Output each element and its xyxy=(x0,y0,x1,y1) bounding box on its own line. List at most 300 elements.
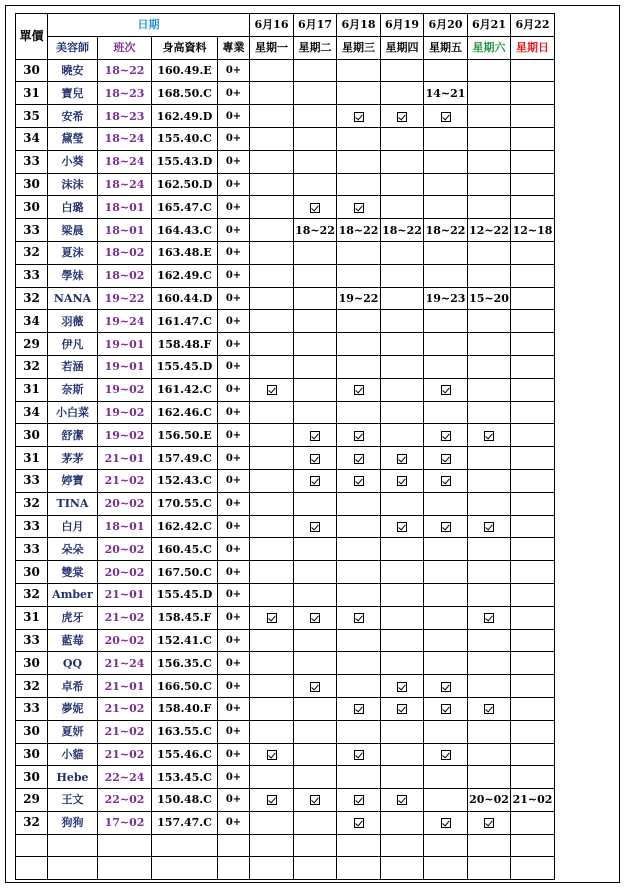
date-header: 日期 xyxy=(48,14,250,37)
beautician-name: Amber xyxy=(48,583,98,606)
day-checkbox-cell xyxy=(381,515,424,538)
price-cell: 30 xyxy=(16,424,48,447)
specialty-cell: 0+ xyxy=(218,424,250,447)
day-cell xyxy=(511,538,555,561)
day-checkbox-cell xyxy=(294,424,337,447)
checkbox-checked-icon xyxy=(397,795,407,805)
body-data-cell: 163.55.C xyxy=(152,720,218,743)
table-row xyxy=(16,766,555,789)
price-cell: 30 xyxy=(16,652,48,675)
day-checkbox-cell xyxy=(337,469,381,492)
specialty-cell: 0+ xyxy=(218,241,250,264)
day-cell xyxy=(294,287,337,310)
shift-cell xyxy=(98,834,152,857)
day-cell xyxy=(337,401,381,424)
body-data-cell: 161.47.C xyxy=(152,310,218,333)
day-cell xyxy=(294,492,337,515)
day-cell xyxy=(381,652,424,675)
day-cell xyxy=(381,834,424,857)
day-cell xyxy=(337,857,381,880)
beautician-name: 羽薇 xyxy=(48,310,98,333)
specialty-cell: 0+ xyxy=(218,333,250,356)
table-row xyxy=(16,241,555,264)
shift-cell: 19~02 xyxy=(98,424,152,447)
beautician-name: 奈斯 xyxy=(48,378,98,401)
day-cell xyxy=(294,127,337,150)
day-cell: 18~22 xyxy=(381,219,424,242)
shift-cell: 20~02 xyxy=(98,561,152,584)
shift-cell: 18~22 xyxy=(98,59,152,82)
shift-cell: 19~02 xyxy=(98,378,152,401)
day-cell xyxy=(294,629,337,652)
checkbox-checked-icon xyxy=(484,613,494,623)
beautician-name: 寶兒 xyxy=(48,82,98,105)
beautician-name: 王文 xyxy=(48,789,98,812)
checkbox-checked-icon xyxy=(354,385,364,395)
specialty-cell: 0+ xyxy=(218,447,250,470)
day-cell xyxy=(337,150,381,173)
day-cell xyxy=(424,127,468,150)
body-data-cell: 167.50.C xyxy=(152,561,218,584)
day-cell xyxy=(250,720,294,743)
specialty-cell: 0+ xyxy=(218,127,250,150)
checkbox-checked-icon xyxy=(441,112,451,122)
specialty-cell: 0+ xyxy=(218,766,250,789)
day-cell xyxy=(468,401,511,424)
beautician-name: 白璐 xyxy=(48,196,98,219)
day-cell xyxy=(381,538,424,561)
shift-cell: 17~02 xyxy=(98,811,152,834)
beautician-name: 若涵 xyxy=(48,355,98,378)
day-cell xyxy=(424,583,468,606)
day-cell xyxy=(250,492,294,515)
day-cell xyxy=(468,492,511,515)
checkbox-checked-icon xyxy=(310,613,320,623)
price-cell: 32 xyxy=(16,492,48,515)
day-cell xyxy=(250,333,294,356)
day-cell xyxy=(424,538,468,561)
day-checkbox-cell xyxy=(381,697,424,720)
table-row xyxy=(16,606,555,629)
body-data-cell: 156.50.E xyxy=(152,424,218,447)
checkbox-checked-icon xyxy=(397,522,407,532)
day-cell xyxy=(511,150,555,173)
header-row-dates xyxy=(16,14,555,37)
day-cell xyxy=(250,538,294,561)
day-checkbox-cell xyxy=(381,675,424,698)
shift-cell: 18~02 xyxy=(98,241,152,264)
price-cell: 30 xyxy=(16,59,48,82)
day-cell xyxy=(250,310,294,333)
price-cell: 31 xyxy=(16,378,48,401)
table-row xyxy=(16,538,555,561)
table-row xyxy=(16,401,555,424)
body-data-cell: 162.49.C xyxy=(152,264,218,287)
day-cell xyxy=(337,652,381,675)
table-row xyxy=(16,127,555,150)
day-cell xyxy=(250,241,294,264)
body-data-cell: 166.50.C xyxy=(152,675,218,698)
body-data-cell: 156.35.C xyxy=(152,652,218,675)
day-cell xyxy=(294,766,337,789)
day-cell xyxy=(511,561,555,584)
beautician-header: 美容師 xyxy=(48,36,98,59)
day-cell xyxy=(294,561,337,584)
day-cell xyxy=(250,219,294,242)
weekday-header: 星期三 xyxy=(337,36,381,59)
shift-cell: 21~02 xyxy=(98,743,152,766)
day-cell: 19~23 xyxy=(424,287,468,310)
day-cell xyxy=(468,355,511,378)
shift-cell: 20~02 xyxy=(98,538,152,561)
specialty-cell: 0+ xyxy=(218,310,250,333)
price-cell: 31 xyxy=(16,606,48,629)
beautician-name xyxy=(48,834,98,857)
table-row xyxy=(16,652,555,675)
body-data-cell: 153.45.C xyxy=(152,766,218,789)
checkbox-checked-icon xyxy=(354,203,364,213)
day-checkbox-cell xyxy=(424,697,468,720)
beautician-name: Hebe xyxy=(48,766,98,789)
table-row xyxy=(16,424,555,447)
day-cell xyxy=(468,766,511,789)
day-cell xyxy=(250,515,294,538)
day-cell xyxy=(468,675,511,698)
day-cell xyxy=(381,583,424,606)
body-data-cell: 162.46.C xyxy=(152,401,218,424)
date-col-header: 6月21 xyxy=(468,14,511,37)
day-cell xyxy=(511,766,555,789)
day-cell xyxy=(468,743,511,766)
day-cell xyxy=(294,105,337,128)
day-checkbox-cell xyxy=(294,606,337,629)
checkbox-checked-icon xyxy=(354,476,364,486)
beautician-name: 舒潔 xyxy=(48,424,98,447)
day-checkbox-cell xyxy=(468,697,511,720)
body-data-cell: 160.49.E xyxy=(152,59,218,82)
day-cell xyxy=(381,401,424,424)
day-cell xyxy=(337,492,381,515)
body-data-cell: 155.46.C xyxy=(152,743,218,766)
day-cell: 18~22 xyxy=(337,219,381,242)
day-cell xyxy=(294,241,337,264)
body-data-cell: 158.45.F xyxy=(152,606,218,629)
day-cell xyxy=(337,310,381,333)
weekday-header: 星期五 xyxy=(424,36,468,59)
table-row xyxy=(16,173,555,196)
day-cell xyxy=(250,652,294,675)
beautician-name: 藍莓 xyxy=(48,629,98,652)
table-row xyxy=(16,378,555,401)
specialty-cell: 0+ xyxy=(218,561,250,584)
day-cell xyxy=(468,333,511,356)
specialty-cell: 0+ xyxy=(218,538,250,561)
shift-cell: 18~01 xyxy=(98,219,152,242)
weekday-header: 星期一 xyxy=(250,36,294,59)
shift-cell: 21~02 xyxy=(98,697,152,720)
day-cell xyxy=(337,82,381,105)
day-checkbox-cell xyxy=(337,789,381,812)
body-data-cell: 155.45.D xyxy=(152,355,218,378)
checkbox-checked-icon xyxy=(354,431,364,441)
specialty-header: 專業 xyxy=(218,36,250,59)
checkbox-checked-icon xyxy=(397,682,407,692)
day-checkbox-cell xyxy=(424,424,468,447)
date-col-header: 6月16 xyxy=(250,14,294,37)
day-cell xyxy=(250,105,294,128)
date-col-header: 6月20 xyxy=(424,14,468,37)
day-cell xyxy=(250,629,294,652)
specialty-cell: 0+ xyxy=(218,264,250,287)
checkbox-checked-icon xyxy=(354,112,364,122)
day-cell xyxy=(381,378,424,401)
shift-cell: 21~02 xyxy=(98,720,152,743)
table-row xyxy=(16,105,555,128)
day-cell xyxy=(294,82,337,105)
specialty-cell: 0+ xyxy=(218,173,250,196)
day-cell xyxy=(511,287,555,310)
day-cell xyxy=(381,606,424,629)
day-cell xyxy=(294,811,337,834)
day-cell xyxy=(250,196,294,219)
day-cell xyxy=(511,469,555,492)
day-cell xyxy=(250,287,294,310)
day-cell xyxy=(337,127,381,150)
specialty-cell: 0+ xyxy=(218,697,250,720)
table-row xyxy=(16,743,555,766)
table-row xyxy=(16,697,555,720)
day-checkbox-cell xyxy=(424,675,468,698)
checkbox-checked-icon xyxy=(441,454,451,464)
price-cell: 33 xyxy=(16,150,48,173)
table-row xyxy=(16,469,555,492)
checkbox-checked-icon xyxy=(441,682,451,692)
shift-cell: 18~24 xyxy=(98,150,152,173)
table-row xyxy=(16,834,555,857)
day-cell xyxy=(294,264,337,287)
body-data-cell xyxy=(152,857,218,880)
day-cell: 12~18 xyxy=(511,219,555,242)
day-cell xyxy=(250,355,294,378)
day-cell xyxy=(511,333,555,356)
day-cell xyxy=(250,675,294,698)
day-cell xyxy=(294,857,337,880)
day-cell xyxy=(381,766,424,789)
day-cell xyxy=(337,515,381,538)
day-cell xyxy=(381,150,424,173)
price-cell: 32 xyxy=(16,241,48,264)
day-cell xyxy=(511,82,555,105)
shift-cell xyxy=(98,857,152,880)
beautician-name: 朵朵 xyxy=(48,538,98,561)
price-cell: 29 xyxy=(16,789,48,812)
specialty-cell: 0+ xyxy=(218,492,250,515)
day-cell xyxy=(424,150,468,173)
day-cell xyxy=(250,424,294,447)
day-cell xyxy=(381,287,424,310)
day-cell xyxy=(381,355,424,378)
checkbox-checked-icon xyxy=(354,818,364,828)
checkbox-checked-icon xyxy=(441,431,451,441)
day-cell xyxy=(294,583,337,606)
day-cell xyxy=(250,447,294,470)
day-cell: 19~22 xyxy=(337,287,381,310)
checkbox-checked-icon xyxy=(441,750,451,760)
day-cell xyxy=(294,401,337,424)
day-cell xyxy=(294,333,337,356)
body-data-cell: 158.40.F xyxy=(152,697,218,720)
day-cell xyxy=(250,59,294,82)
shift-cell: 18~01 xyxy=(98,515,152,538)
price-cell: 29 xyxy=(16,333,48,356)
day-cell xyxy=(468,538,511,561)
day-cell xyxy=(424,857,468,880)
day-cell xyxy=(511,606,555,629)
day-cell xyxy=(294,378,337,401)
day-cell xyxy=(511,378,555,401)
beautician-name: 雙棠 xyxy=(48,561,98,584)
day-cell xyxy=(337,629,381,652)
table-row xyxy=(16,857,555,880)
day-cell xyxy=(468,378,511,401)
beautician-name: 虎牙 xyxy=(48,606,98,629)
body-data-cell: 162.50.D xyxy=(152,173,218,196)
price-cell: 32 xyxy=(16,583,48,606)
beautician-name: NANA xyxy=(48,287,98,310)
day-checkbox-cell xyxy=(424,743,468,766)
day-cell xyxy=(381,720,424,743)
checkbox-checked-icon xyxy=(267,613,277,623)
beautician-name: 小貓 xyxy=(48,743,98,766)
day-cell xyxy=(424,834,468,857)
day-cell xyxy=(468,561,511,584)
shift-cell: 19~24 xyxy=(98,310,152,333)
day-cell xyxy=(511,310,555,333)
date-col-header: 6月18 xyxy=(337,14,381,37)
price-cell: 33 xyxy=(16,538,48,561)
day-checkbox-cell xyxy=(381,105,424,128)
specialty-cell: 0+ xyxy=(218,583,250,606)
shift-cell: 18~24 xyxy=(98,127,152,150)
day-checkbox-cell xyxy=(250,606,294,629)
body-data-header: 身高資料 xyxy=(152,36,218,59)
price-cell: 33 xyxy=(16,697,48,720)
day-cell xyxy=(511,355,555,378)
day-checkbox-cell xyxy=(424,515,468,538)
day-checkbox-cell xyxy=(424,447,468,470)
day-cell: 18~22 xyxy=(294,219,337,242)
weekday-header: 星期二 xyxy=(294,36,337,59)
specialty-cell: 0+ xyxy=(218,652,250,675)
day-cell xyxy=(381,492,424,515)
day-cell xyxy=(424,652,468,675)
day-checkbox-cell xyxy=(381,469,424,492)
table-row xyxy=(16,219,555,242)
checkbox-checked-icon xyxy=(354,704,364,714)
day-cell xyxy=(468,59,511,82)
beautician-name: 夢妮 xyxy=(48,697,98,720)
day-cell xyxy=(337,720,381,743)
day-cell xyxy=(294,355,337,378)
day-cell xyxy=(294,743,337,766)
day-cell xyxy=(381,561,424,584)
day-cell xyxy=(294,652,337,675)
table-row xyxy=(16,310,555,333)
date-col-header: 6月19 xyxy=(381,14,424,37)
day-cell xyxy=(511,241,555,264)
day-cell xyxy=(381,629,424,652)
beautician-name: 白月 xyxy=(48,515,98,538)
day-cell xyxy=(250,469,294,492)
table-row xyxy=(16,515,555,538)
shift-cell: 20~02 xyxy=(98,629,152,652)
day-cell xyxy=(424,173,468,196)
day-cell xyxy=(424,720,468,743)
day-cell xyxy=(424,401,468,424)
table-row xyxy=(16,150,555,173)
day-checkbox-cell xyxy=(337,606,381,629)
price-cell: 34 xyxy=(16,401,48,424)
day-cell xyxy=(511,401,555,424)
day-cell xyxy=(250,766,294,789)
table-row xyxy=(16,492,555,515)
day-cell xyxy=(294,720,337,743)
specialty-cell: 0+ xyxy=(218,720,250,743)
day-cell xyxy=(250,834,294,857)
day-cell xyxy=(424,492,468,515)
day-cell xyxy=(468,105,511,128)
beautician-name: 沫沫 xyxy=(48,173,98,196)
day-cell xyxy=(511,105,555,128)
day-cell xyxy=(337,583,381,606)
table-row xyxy=(16,264,555,287)
beautician-name: QQ xyxy=(48,652,98,675)
checkbox-checked-icon xyxy=(310,454,320,464)
day-cell xyxy=(250,811,294,834)
day-cell xyxy=(511,720,555,743)
checkbox-checked-icon xyxy=(267,750,277,760)
checkbox-checked-icon xyxy=(397,112,407,122)
specialty-cell: 0+ xyxy=(218,811,250,834)
date-col-header: 6月22 xyxy=(511,14,555,37)
day-cell xyxy=(468,583,511,606)
checkbox-checked-icon xyxy=(441,476,451,486)
day-checkbox-cell xyxy=(250,378,294,401)
specialty-cell: 0+ xyxy=(218,469,250,492)
day-cell xyxy=(424,766,468,789)
day-cell xyxy=(337,766,381,789)
day-cell xyxy=(294,834,337,857)
specialty-cell: 0+ xyxy=(218,743,250,766)
day-cell xyxy=(294,697,337,720)
beautician-name: TINA xyxy=(48,492,98,515)
body-data-cell: 150.48.C xyxy=(152,789,218,812)
day-checkbox-cell xyxy=(337,424,381,447)
body-data-cell: 152.43.C xyxy=(152,469,218,492)
day-cell xyxy=(424,310,468,333)
beautician-name: 夏妍 xyxy=(48,720,98,743)
price-cell xyxy=(16,834,48,857)
day-cell xyxy=(250,127,294,150)
day-cell xyxy=(468,150,511,173)
shift-cell: 21~01 xyxy=(98,583,152,606)
day-checkbox-cell xyxy=(424,378,468,401)
day-cell xyxy=(294,173,337,196)
shift-cell: 19~22 xyxy=(98,287,152,310)
body-data-cell: 162.49.D xyxy=(152,105,218,128)
day-checkbox-cell xyxy=(294,789,337,812)
beautician-name: 狗狗 xyxy=(48,811,98,834)
